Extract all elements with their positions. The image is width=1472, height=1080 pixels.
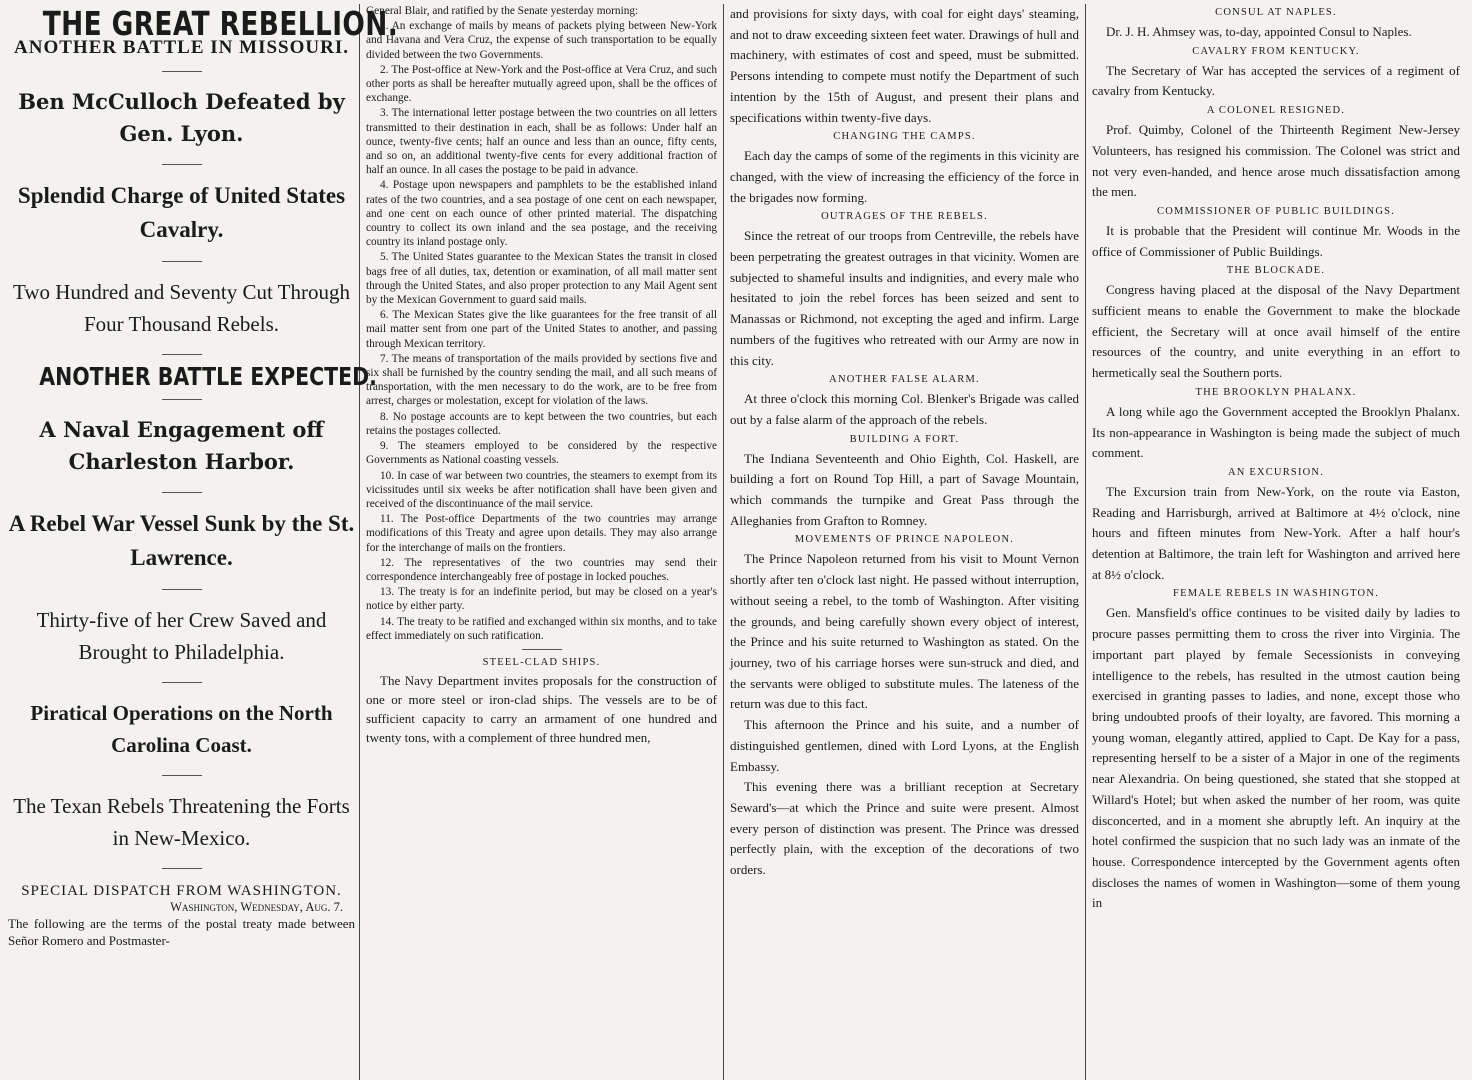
- section-heading: AN EXCURSION.: [1227, 466, 1325, 478]
- headline-deck-6: A Rebel War Vessel Sunk by the St. Lawrence.: [8, 510, 355, 570]
- section-body: The Secretary of War has accepted the services of a regiment of cavalry from Kentucky.: [1092, 62, 1460, 99]
- section-body: and provisions for sixty days, with coal for eight days' steaming, and not to draw exceeding sixteen feet water. Drawings of hull and machinery, with estimates of cost and speed, must be submitted. Persons intending to compete must notify the Department of such intention by the 15th of August, and present their plans and specifications within twenty-five days.: [730, 6, 1079, 125]
- dispatch-heading: SPECIAL DISPATCH FROM WASHINGTON.: [21, 882, 342, 899]
- treaty-article: 12. The representatives of the two countries may send their correspondence interchangeably free of postage in locked pouches.: [366, 556, 717, 583]
- section-heading: BUILDING A FORT.: [849, 433, 960, 445]
- section-body: This afternoon the Prince and his suite, and a number of distinguished gentlemen, dined with Lord Lyons, at the English Embassy.: [730, 717, 1079, 774]
- headline-deck-7: Thirty-five of her Crew Saved and Brought to Philadelphia.: [36, 607, 327, 664]
- section-heading: A COLONEL RESIGNED.: [1206, 105, 1346, 117]
- treaty-article: 1. An exchange of mails by means of packets plying between New-York and Havana and Vera Cruz, the expense of such transportation to be equally divided between the two Governments.: [366, 20, 717, 61]
- treaty-article: 8. No postage accounts are to kept between the two countries, but each retains the postages collected.: [366, 410, 717, 437]
- treaty-article: 11. The Post-office Departments of the two countries may arrange modifications of this Treaty and agree upon details. They may also arrange for the interchange of mails on the frontiers.: [366, 513, 717, 554]
- section-heading: CONSUL AT NAPLES.: [1215, 7, 1337, 18]
- treaty-article: 2. The Post-office at New-York and the Post-office at Vera Cruz, and such other ports as shall be hereafter mutually agreed upon, shall be the offices of exchange.: [366, 63, 717, 105]
- section-heading: THE BROOKLYN PHALANX.: [1195, 386, 1357, 398]
- section-heading: COMMISSIONER OF PUBLIC BUILDINGS.: [1157, 205, 1395, 217]
- section-body: The Excursion train from New-York, on the route via Easton, Reading and Harrisburgh, arrived at Baltimore at 4½ o'clock, nine hours and fifteen minutes from New-York. After a half hour's detention at Baltimore, the train left for Washington and arrived here at 8½ o'clock.: [1092, 483, 1460, 582]
- section-body: Gen. Mansfield's office continues to be visited daily by ladies to procure passes permitting them to cross the river into Virginia. The important part played by female Secessionists in conveying intelligence to the rebels, has resulted in the utmost caution being exercised in granting passes to ladies, and none, except those who bring undoubted proofs of their loyalty, are favored. This morning a young woman, elegantly attired, applied to Capt. De Kay for a pass, representing herself to be a sister of a Major in one of the regiments near Alexandria. On being questioned, she stated that she stopped at Willard's Hotel; but when asked the number of her room, was quite disconcerted, and in a moment she abruptly left. An inquiry at the hotel confirmed the suspicion that no such lady was an inmate of the house. Correspondence intercepted by the Government agents often discloses the names of women in Washington—some of them young in: [1092, 605, 1460, 911]
- treaty-column: [360, 4, 724, 1080]
- section-body: The Prince Napoleon returned from his visit to Mount Vernon shortly after ten o'clock last night. He passed without interruption, without seeing a rebel, to the tomb of Washington. After visiting the grounds, and being carefully shown every object of interest, the Prince and his suite returned to Washington as stated. On the journey, two of his carriage horses were sun-struck and died, and the servants were obliged to substitute mules. The lateness of the return was due to this fact.: [730, 551, 1079, 712]
- subheadline: ANOTHER BATTLE IN MISSOURI.: [14, 37, 349, 59]
- section-heading: STEEL-CLAD SHIPS.: [482, 656, 601, 668]
- divider: [162, 868, 202, 869]
- news-column-3: [724, 4, 1086, 1080]
- dateline: Washington, Wednesday, Aug. 7.: [170, 900, 343, 915]
- divider: [162, 589, 202, 590]
- section-heading: THE BLOCKADE.: [1226, 265, 1326, 277]
- section-body: Prof. Quimby, Colonel of the Thirteenth Regiment New-Jersey Volunteers, has resigned his commission. The Colonel was strict and not very even-handed, and hence arose much dissatisfaction among the men.: [1092, 122, 1460, 200]
- headline-deck-5: A Naval Engagement off Charleston Harbor.: [39, 416, 324, 474]
- headline-deck-4: ANOTHER BATTLE EXPECTED.: [39, 361, 377, 391]
- divider: [162, 261, 202, 262]
- section-heading: CAVALRY FROM KENTUCKY.: [1192, 45, 1360, 57]
- main-headline: THE GREAT REBELLION.: [42, 4, 399, 43]
- treaty-article: 7. The means of transportation of the mails provided by sections five and six shall be furnished by the country sending the mail, and all such means of transportation, with the men necessary to do the work, are to be free from arrest, charges or molestation, except for violation of the laws.: [366, 352, 717, 408]
- divider: [162, 354, 202, 355]
- section-body: The Navy Department invites proposals for the construction of one or more steel or iron-clad ships. The vessels are to be of sufficient capacity to carry an armament of one hundred and twenty tons, with a complement of three hundred men,: [366, 673, 717, 746]
- headline-column: [4, 4, 399, 1080]
- headline-deck-3: Two Hundred and Seventy Cut Through Four Thousand Rebels.: [12, 279, 350, 336]
- lead-paragraph: The following are the terms of the postal treaty made between Señor Romero and Postmaster-: [8, 916, 355, 949]
- divider: [162, 71, 202, 72]
- section-body: Each day the camps of some of the regiments in this vicinity are changed, with the view of increasing the efficiency of the force in the brigades now forming.: [730, 148, 1079, 205]
- news-column-4: [1086, 4, 1466, 1080]
- headline-deck-1: Ben McCulloch Defeated by Gen. Lyon.: [18, 88, 345, 146]
- divider: [522, 649, 562, 650]
- section-heading: CHANGING THE CAMPS.: [833, 131, 976, 143]
- headline-deck-2: Splendid Charge of United States Cavalry.: [17, 182, 346, 242]
- section-body: It is probable that the President will continue Mr. Woods in the office of Commissioner of Public Buildings.: [1092, 222, 1460, 259]
- section-body: A long while ago the Government accepted the Brooklyn Phalanx. Its non-appearance in Washington is being made the subject of much comment.: [1092, 403, 1460, 461]
- section-body: Dr. J. H. Ahmsey was, to-day, appointed Consul to Naples.: [1106, 24, 1412, 39]
- section-body: Congress having placed at the disposal of the Navy Department sufficient means to enable the Government to make the blockade efficient, the Secretary will at once avail himself of the entire resources of the country, and unite everything in an effort to hermetically seal the Southern ports.: [1092, 282, 1460, 381]
- treaty-article: 14. The treaty to be ratified and exchanged within six months, and to take effect immediately on such ratification.: [366, 615, 717, 642]
- section-body: The Indiana Seventeenth and Ohio Eighth, Col. Haskell, are building a fort on Round Top Hill, a part of Savage Mountain, which commands the turnpike and Great Pass through the Alleghanies from Grafton to Romney.: [730, 450, 1079, 528]
- section-heading: OUTRAGES OF THE REBELS.: [821, 211, 988, 223]
- treaty-article: 5. The United States guarantee to the Mexican States the transit in closed bags free of all duties, tax, detention or examination, of all mail matter sent through the United States, and also proper protection to any Mail Agent sent by the Mexican Government to guard said mails.: [366, 251, 717, 307]
- section-heading: MOVEMENTS OF PRINCE NAPOLEON.: [794, 534, 1015, 546]
- treaty-article: 9. The steamers employed to be considered by the respective Governments as National coasting vessels.: [366, 440, 717, 467]
- divider: [162, 164, 202, 165]
- treaty-article: 13. The treaty is for an indefinite period, but may be closed on a year's notice by either party.: [366, 586, 717, 613]
- section-heading: ANOTHER FALSE ALARM.: [829, 374, 980, 386]
- treaty-intro: General Blair, and ratified by the Senate yesterday morning:: [366, 5, 639, 17]
- treaty-article: 10. In case of war between two countries, the steamers to exempt from its vicissitudes until six weeks be after notification shall have been given and received of the discontinuance of the mail service.: [366, 469, 717, 510]
- treaty-article: 6. The Mexican States give the like guarantees for the free transit of all mail matter sent from one part of the United States to another, and passing through Mexican territory.: [366, 309, 717, 350]
- section-body: This evening there was a brilliant reception at Secretary Seward's—at which the Prince and suite were present. Almost every person of distinction was present. The Prince was dressed perfectly plain, with the exception of the decorations of two orders.: [730, 779, 1079, 878]
- treaty-article: 3. The international letter postage between the two countries on all letters transmitted to their destination in each, shall be as follows: Under half an ounce, twenty-five cents; half an ounce and less than an ounce, fifty cents, and so on, an additional twenty-five cents for every additional fraction of half an ounce. In all cases the postage to be paid in advance.: [366, 107, 717, 177]
- divider: [162, 682, 202, 683]
- section-body: Since the retreat of our troops from Centreville, the rebels have been perpetrating the greatest outrages in that vicinity. Women are subjected to shameful insults and indignities, and every male who hesitated to join the rebel forces has been seized and sent to Manassas or Richmond, not excepting the aged and infirm. Large numbers of the fugitives who retreated with our Army are now in this city.: [730, 228, 1079, 368]
- headline-deck-9: The Texan Rebels Threatening the Forts in New-Mexico.: [13, 793, 350, 850]
- divider: [162, 492, 202, 493]
- section-body: At three o'clock this morning Col. Blenker's Brigade was called out by a false alarm of the approach of the rebels.: [730, 391, 1079, 427]
- divider: [162, 775, 202, 776]
- divider: [162, 399, 202, 400]
- treaty-article: 4. Postage upon newspapers and pamphlets to be the established inland rates of the two countries, and a sea postage of one cent on each newspaper, and one cent on each ounce of other printed material. The dispatching country to collect its own inland and the sea postage, and the receiving country its inland postage only.: [366, 179, 717, 249]
- headline-deck-8: Piratical Operations on the North Carolina Coast.: [30, 700, 333, 757]
- section-heading: FEMALE REBELS IN WASHINGTON.: [1173, 588, 1379, 600]
